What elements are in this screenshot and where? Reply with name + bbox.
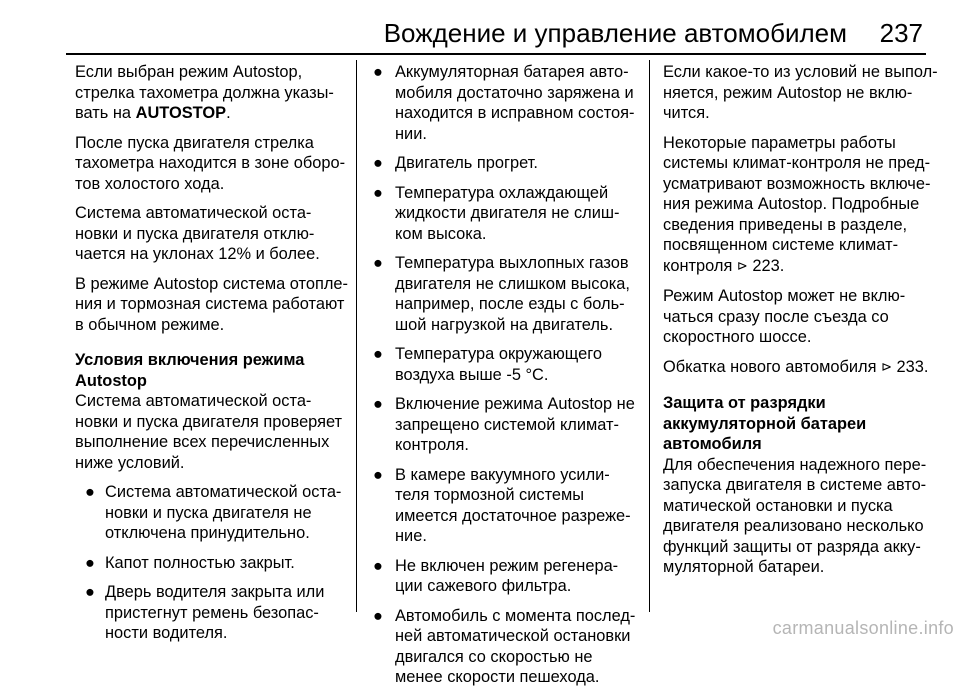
bullet-icon: ● [373,395,383,413]
list-item [370,344,638,385]
text-line: Система автоматической оста- [105,483,342,501]
text-line: Двигатель прогрет. [395,154,538,172]
conditions-list [75,482,345,644]
text-line: Система автоматической оста- [75,392,312,410]
text-line: матической остановки и пуска [663,496,893,515]
column-divider-1 [356,60,357,612]
text-line: Для обеспечения надежного пере- [663,455,927,474]
text-fragment: . [226,104,231,122]
paragraph [75,62,345,124]
text-line: контроля. [395,436,469,454]
text-line: менее скорости пешехода. [395,668,600,686]
text-line: двигателя не слишком высока, [395,274,630,293]
bullet-icon: ● [373,606,383,625]
text-line: чается на уклонах 12% и более. [75,245,320,263]
text-fragment: Обкатка нового автомобиля [663,357,877,376]
text-line: шой нагрузкой на двигатель. [395,315,614,334]
text-line: скоростного шоссе. [663,328,812,346]
paragraph [75,133,345,195]
text-line: Включение режима Autostop не [395,395,635,413]
page-number: 237 [879,18,923,48]
page-reference-link[interactable]: 223. [752,256,785,275]
text-line: Autostop [75,371,147,390]
text-line: новки и пуска двигателя проверяет [75,412,343,431]
text-line: Система автоматической оста- [75,204,312,222]
text-line: функций защиты от разряда акку- [663,537,921,556]
bullet-icon: ● [85,483,95,501]
text-line [663,256,933,278]
column-3 [663,62,938,587]
paragraph [663,62,938,124]
list-item [370,253,638,335]
text-line: системы климат-контроля не пред- [663,154,931,172]
text-line: двигателя реализовано несколько [663,517,924,535]
page-reference-icon: ⊳ [881,358,892,374]
text-line: ния и тормозная система работают [75,295,345,313]
text-line: автомобиля [663,435,762,453]
text-line: ности водителя. [105,624,228,642]
paragraph [663,133,933,278]
page-reference-icon: ⊳ [736,257,748,273]
column-divider-2 [649,60,650,612]
text-line: Режим Autostop может не вклю- [663,287,906,305]
text-line: В камере вакуумного усили- [395,465,610,484]
autostop-label: AUTOSTOP [135,104,227,122]
text-line: ции сажевого фильтра. [395,577,572,595]
text-line: ние. [395,527,427,545]
list-item [370,606,638,688]
text-line: тов холостого хода. [75,174,225,193]
bullet-icon: ● [373,63,383,81]
text-line: Некоторые параметры работы [663,133,896,152]
text-line: няется, режим Autostop не вклю- [663,83,913,102]
text-line: нии. [395,124,427,143]
text-line: Защита от разрядки [663,394,826,412]
paragraph [75,203,345,265]
bullet-icon: ● [373,254,383,272]
column-2 [370,62,638,697]
text-line: муляторной батареи. [663,558,825,576]
text-line: отключена принудительно. [105,524,310,542]
text-line: чится. [663,104,710,122]
list-item [370,183,638,245]
text-line: в обычном режиме. [75,315,225,334]
text-line [75,103,345,124]
text-line: запрещено системой климат- [395,415,620,434]
text-line: пристегнут ремень безопас- [105,603,319,622]
list-item [370,556,638,597]
text-line: например, после езды с боль- [395,295,625,313]
text-line: ней автоматической остановки [395,627,631,645]
paragraph [663,455,933,578]
text-line: мобиля достаточно заряжена и [395,83,634,102]
paragraph [75,274,348,336]
text-line: Капот полностью закрыт. [105,553,295,572]
bullet-icon: ● [373,345,383,363]
list-item [75,553,345,574]
bullet-icon: ● [373,556,383,575]
conditions-list [370,62,638,688]
text-line: Если какое-то из условий не выпол- [663,63,938,81]
bullet-icon: ● [373,154,383,172]
text-line: находится в исправном состоя- [395,104,635,122]
text-line: жидкости двигателя не слиш- [395,204,620,222]
text-line [663,357,933,379]
text-line: Если выбран режим Autostop, [75,63,303,81]
watermark: carmanualsonline.info [772,618,954,638]
page-title: Вождение и управление автомобилем [383,18,847,48]
text-fragment: вать на [75,104,136,122]
list-item [75,482,345,544]
text-line: Температура выхлопных газов [395,254,629,272]
text-line: новки и пуска двигателя не [105,503,312,522]
text-line: сведения приведены в разделе, [663,215,908,234]
header-divider [66,53,926,55]
text-line: двигался со скоростью не [395,647,593,666]
text-line: ком высока. [395,224,487,243]
text-line: В режиме Autostop система отопле- [75,274,348,293]
text-line: посвященном системе климат- [663,236,899,254]
text-line: выполнение всех перечисленных [75,433,330,451]
text-line: Условия включения режима [75,351,305,369]
text-line: Автомобиль с момента послед- [395,606,636,625]
paragraph [663,286,933,348]
list-item [370,153,638,174]
paragraph [75,391,345,473]
text-line: теля тормозной системы [395,486,585,504]
text-line: Температура окружающего [395,345,602,363]
paragraph [663,357,933,379]
list-item [370,394,638,456]
text-line: усматривают возможность включе- [663,174,931,193]
text-line: Аккумуляторная батарея авто- [395,63,629,81]
text-line: имеется достаточное разреже- [395,506,631,525]
page-reference-link[interactable]: 233. [896,357,929,376]
page-header [0,0,960,56]
text-line: аккумуляторной батареи [663,414,867,433]
text-line: После пуска двигателя стрелка [75,133,314,152]
bullet-icon: ● [85,553,95,572]
list-item [370,465,638,547]
text-line: Дверь водителя закрыта или [105,583,325,601]
bullet-icon: ● [85,583,95,601]
column-1 [75,62,348,653]
text-line: Не включен режим регенера- [395,556,619,575]
bullet-icon: ● [373,183,383,202]
section-heading [663,393,933,455]
list-item [370,62,638,144]
text-line: стрелка тахометра должна указы- [75,83,334,102]
text-line: ния режима Autostop. Подробные [663,195,920,213]
text-line: чаться сразу после съезда со [663,307,889,326]
list-item [75,582,345,644]
text-line: запуска двигателя в системе авто- [663,476,927,494]
text-line: новки и пуска двигателя отклю- [75,224,315,243]
text-fragment: контроля [663,256,733,275]
text-line: тахометра находится в зоне оборо- [75,154,346,172]
bullet-icon: ● [373,465,383,484]
section-heading [75,350,345,391]
text-line: ниже условий. [75,453,185,472]
text-line: воздуха выше -5 °C. [395,365,549,384]
text-line: Температура охлаждающей [395,183,609,202]
